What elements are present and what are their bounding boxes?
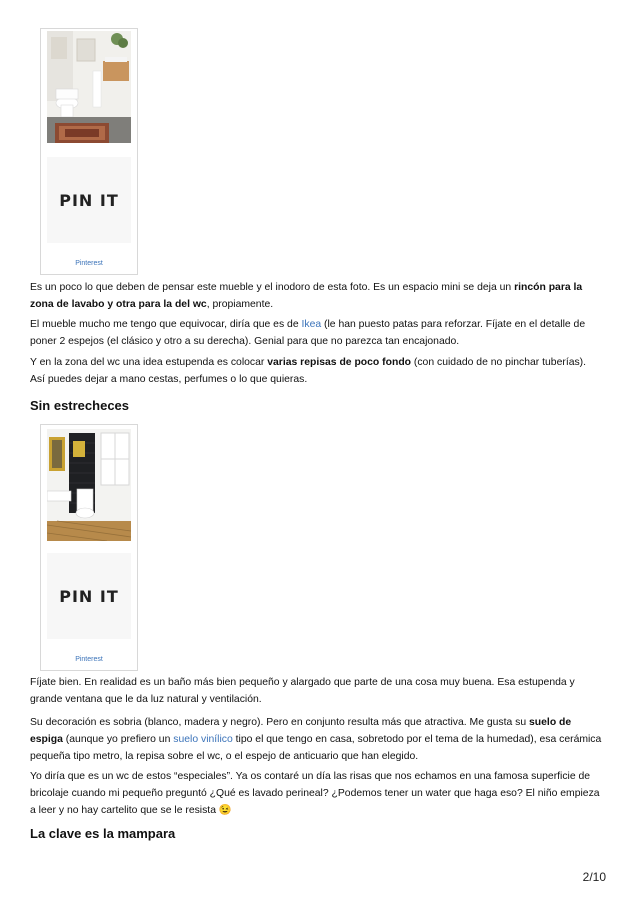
bathroom-photo-1-image <box>47 31 131 143</box>
paragraph-2 <box>30 316 602 350</box>
bathroom-photo-1[interactable] <box>47 31 131 143</box>
paragraph-1 <box>30 279 602 313</box>
ikea-link[interactable]: Ikea <box>301 319 322 330</box>
text-run: tipo el que tengo en casa, sobretodo por el tema de la humedad), esa cerámica pequeña tipo metro, la repisa sobre el wc, o el espejo de anticuario que han elegido. <box>30 734 602 762</box>
bold-text: rincón para la zona de lavabo y otra para la del wc <box>30 282 583 310</box>
pin-it-label: PIN IT <box>59 190 119 210</box>
bathroom-photo-2-image <box>47 429 131 541</box>
paragraph-5 <box>30 714 602 765</box>
text-run: , propiamente. <box>206 299 274 310</box>
page-number: 2/10 <box>582 870 606 884</box>
section-heading-la-clave: La clave es la mampara <box>30 826 176 841</box>
paragraph-3 <box>30 354 602 388</box>
pinterest-source-link[interactable]: Pinterest <box>75 656 103 663</box>
paragraph-4: Fíjate bien. En realidad es un baño más bien pequeño y alargado que parte de una cosa muy buena. Esa estupenda y grande ventana que le da luz natural y ventilación. <box>30 677 575 705</box>
text-run: Su decoración es sobria (blanco, madera y negro). Pero en conjunto resulta más que atractiva. Me gusta su <box>30 717 530 728</box>
section-heading-sin-estrecheces: Sin estrecheces <box>30 398 130 413</box>
pin-it-label: PIN IT <box>59 586 119 606</box>
text-run: (con cuidado de no pinchar tuberías). Así puedes dejar a mano cestas, perfumes o lo que quieras. <box>30 357 587 385</box>
bold-text: varias repisas de poco fondo <box>267 357 412 368</box>
pinterest-card-1 <box>40 28 138 275</box>
text-run: Y en la zona del wc una idea estupenda es colocar <box>30 357 268 368</box>
text-run: (aunque yo prefiero un <box>62 734 174 745</box>
pin-it-banner-1[interactable] <box>47 157 131 243</box>
suelo-vinilico-link[interactable]: suelo vinílico <box>173 734 233 745</box>
paragraph-6: Yo diría que es un wc de estos “especiales”. Ya os contaré un día las risas que nos echamos en una famosa superficie de bricolaje cuando mi pequeño preguntó ¿Qué es lavado perineal? ¿Podemos tener un water que haga eso? El niño empieza a leer y no hay cartelito que se le resista 😉 <box>30 771 600 816</box>
pin-it-banner-2[interactable] <box>47 553 131 639</box>
pinterest-card-2 <box>40 424 138 671</box>
text-run: (le han puesto patas para reforzar. Fíjate en el detalle de poner 2 espejos (el clásico y otro a su derecha). Genial para que no parezca tan encajonado. <box>30 319 586 347</box>
text-run: El mueble mucho me tengo que equivocar, diría que es de <box>30 319 302 330</box>
bold-text: suelo de espiga <box>30 717 572 745</box>
pinterest-source-link[interactable]: Pinterest <box>75 260 103 267</box>
text-run: Es un poco lo que deben de pensar este mueble y el inodoro de esta foto. Es un espacio mini se deja un <box>30 282 515 293</box>
bathroom-photo-2[interactable] <box>47 429 131 541</box>
